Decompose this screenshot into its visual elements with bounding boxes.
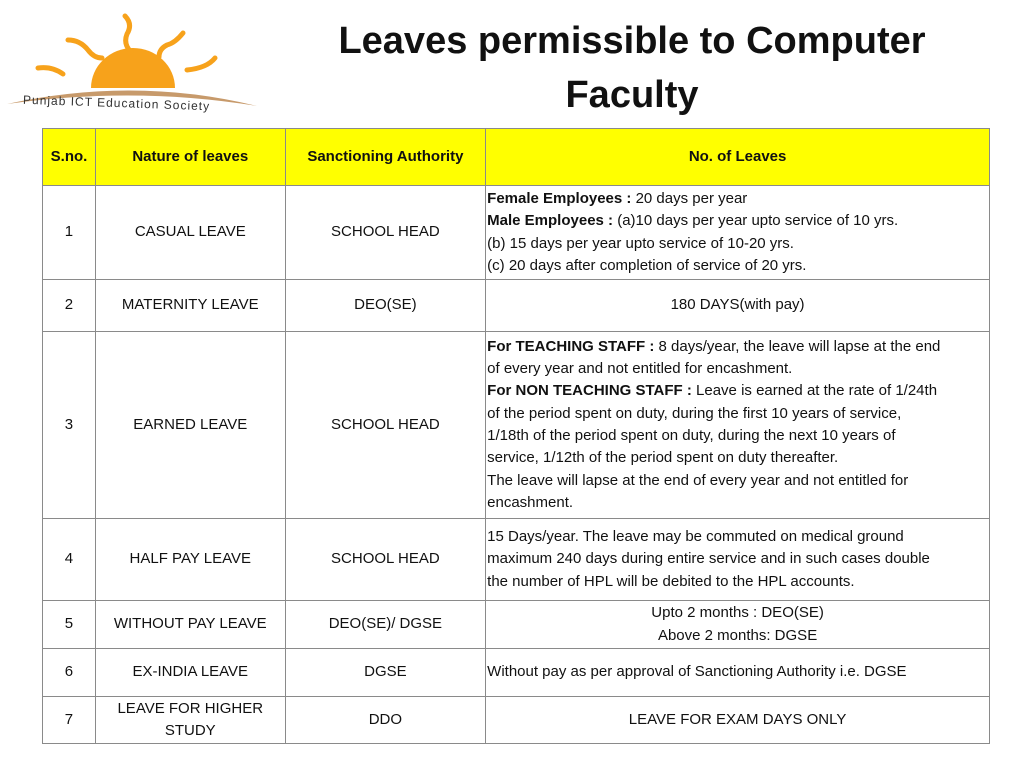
leaves-table — [42, 128, 990, 744]
detail-label: For TEACHING STAFF : — [487, 337, 659, 355]
header-no-of-leaves: No. of Leaves — [486, 129, 990, 186]
cell-nature: HALF PAY LEAVE — [95, 519, 285, 601]
detail-label: Male Employees : — [487, 212, 618, 230]
cell-nature: LEAVE FOR HIGHER STUDY — [95, 697, 285, 744]
cell-authority: DGSE — [285, 649, 486, 697]
cell-sno: 2 — [43, 280, 96, 332]
cell-sno: 3 — [43, 332, 96, 519]
leave-detail-line — [487, 425, 989, 447]
table-row — [43, 649, 990, 697]
cell-sno: 5 — [43, 601, 96, 649]
leave-detail-line — [487, 492, 989, 514]
cell-authority: DEO(SE)/ DGSE — [285, 601, 486, 649]
cell-nature: EARNED LEAVE — [95, 332, 285, 519]
leave-detail-line — [487, 526, 989, 548]
detail-text: service, 1/12th of the period spent on duty thereafter. — [487, 449, 839, 467]
detail-text: 1/18th of the period spent on duty, during the next 10 years of — [487, 427, 896, 444]
detail-text: (c) 20 days after completion of service of 20 yrs. — [487, 256, 807, 274]
leave-detail-line: LEAVE FOR EXAM DAYS ONLY — [628, 710, 847, 728]
table-row — [43, 332, 990, 519]
detail-text: the number of HPL will be debited to the HPL accounts. — [487, 572, 855, 590]
detail-text: (b) 15 days per year upto service of 10-20 yrs. — [487, 234, 794, 252]
detail-text: 20 days per year — [635, 189, 748, 207]
leave-detail-line — [487, 571, 989, 593]
logo — [5, 8, 260, 113]
header-authority: Sanctioning Authority — [285, 129, 486, 186]
leave-detail-line — [487, 447, 989, 469]
detail-text: (a)10 days per year upto service of 10 yrs. — [617, 212, 899, 230]
detail-text: Without pay as per approval of Sanctioning Authority i.e. DGSE — [487, 663, 907, 681]
detail-text: maximum 240 days during entire service and in such cases double — [487, 550, 930, 568]
cell-nature: EX-INDIA LEAVE — [95, 649, 285, 697]
cell-leaves — [486, 519, 990, 601]
cell-sno: 7 — [43, 697, 96, 744]
cell-nature: CASUAL LEAVE — [95, 186, 285, 280]
cell-nature: MATERNITY LEAVE — [95, 280, 285, 332]
table-row — [43, 280, 990, 332]
leave-detail-line — [487, 255, 989, 277]
detail-text: The leave will lapse at the end of every year and not entitled for — [487, 471, 909, 489]
cell-authority: SCHOOL HEAD — [285, 519, 486, 601]
cell-nature: WITHOUT PAY LEAVE — [95, 601, 285, 649]
detail-label: For NON TEACHING STAFF : — [487, 382, 697, 400]
cell-authority: DEO(SE) — [285, 280, 486, 332]
cell-sno: 1 — [43, 186, 96, 280]
table-row — [43, 186, 990, 280]
table-row — [43, 601, 990, 649]
table-row — [43, 697, 990, 744]
cell-leaves — [486, 697, 990, 744]
cell-leaves — [486, 649, 990, 697]
page-title: Leaves permissible to Computer Faculty — [338, 20, 926, 116]
header-nature: Nature of leaves — [95, 129, 285, 186]
detail-text: encashment. — [487, 493, 574, 511]
leave-detail-line — [487, 233, 989, 255]
leave-detail-line — [487, 548, 989, 570]
leave-detail-line — [487, 661, 989, 683]
leave-detail-line — [487, 470, 989, 492]
detail-text: of the period spent on duty, during the first 10 years of service, — [487, 404, 902, 422]
detail-text: 8 days/year, the leave will lapse at the end — [658, 337, 941, 355]
detail-text: Leave is earned at the rate of 1/24th — [696, 382, 938, 400]
logo-text: Punjab ICT Education Society — [22, 92, 211, 114]
leave-detail-line — [487, 336, 989, 358]
leave-detail-line — [487, 210, 989, 232]
cell-sno: 4 — [43, 519, 96, 601]
leave-detail-line: Upto 2 months : DEO(SE) — [651, 604, 824, 622]
cell-authority: DDO — [285, 697, 486, 744]
table-row — [43, 519, 990, 601]
header-sno: S.no. — [43, 129, 96, 186]
leave-detail-line — [487, 188, 989, 210]
table-header-row — [43, 129, 990, 186]
leave-detail-line — [487, 380, 989, 402]
leave-detail-line: Above 2 months: DGSE — [657, 626, 818, 644]
cell-authority: SCHOOL HEAD — [285, 186, 486, 280]
leave-detail-line — [487, 403, 989, 425]
cell-leaves — [486, 186, 990, 280]
detail-text: 15 Days/year. The leave may be commuted on medical ground — [487, 528, 904, 546]
detail-text: of every year and not entitled for encashment. — [487, 360, 793, 378]
cell-sno: 6 — [43, 649, 96, 697]
detail-label: Female Employees : — [487, 189, 636, 207]
leave-detail-line: 180 DAYS(with pay) — [670, 296, 805, 314]
cell-leaves — [486, 601, 990, 649]
cell-leaves — [486, 332, 990, 519]
cell-authority: SCHOOL HEAD — [285, 332, 486, 519]
leave-detail-line — [487, 358, 989, 380]
cell-leaves — [486, 280, 990, 332]
